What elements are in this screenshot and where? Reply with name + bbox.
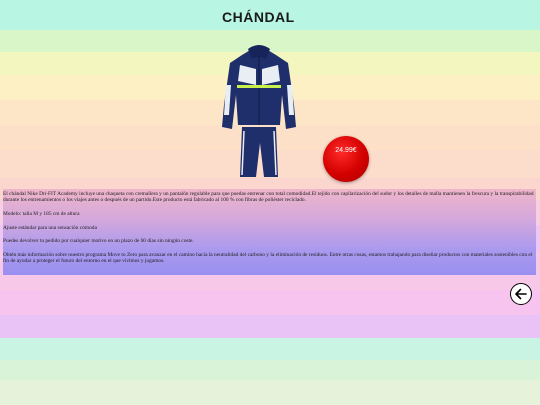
page-title: CHÁNDAL <box>222 9 295 25</box>
back-button[interactable] <box>510 283 532 305</box>
description-paragraph: El chándal Nike Dri-FIT Academy incluye una chaqueta con cremallera y un pantalón regulable para que puedas entrenar con total comodidad.El tejido con capilarización del sudor y los detalles de malla mantienen la frescura y la transpirabilidad durante los entrenamientos o los viajes antes o después de un partido.Este producto está fabricado al 100 % con fibras de poliéster reciclado. <box>3 191 534 204</box>
description-paragraph: Obtén más información sobre nuestro programa Move to Zero para avanzar en el camino hacia la neutralidad del carbono y la eliminación de residuos. Entre otras cosas, estamos trabajando para diseñar productos con materiales sostenibles con el fin de ayudar a proteger el futuro del entorno en el que vivimos y jugamos. <box>3 252 533 265</box>
description-paragraph: Ajuste estándar para una sensación cómoda <box>3 224 97 231</box>
description-paragraph: Modelo: talla M y 185 cm de altura <box>3 210 80 217</box>
product-description <box>3 189 536 275</box>
description-paragraph: Puedes devolver tu pedido por cualquier motivo en un plazo de 60 días sin ningún coste. <box>3 238 194 245</box>
arrow-left-icon <box>514 287 528 301</box>
tracksuit-image <box>218 45 300 180</box>
price-badge: 24.99€ <box>323 136 369 182</box>
